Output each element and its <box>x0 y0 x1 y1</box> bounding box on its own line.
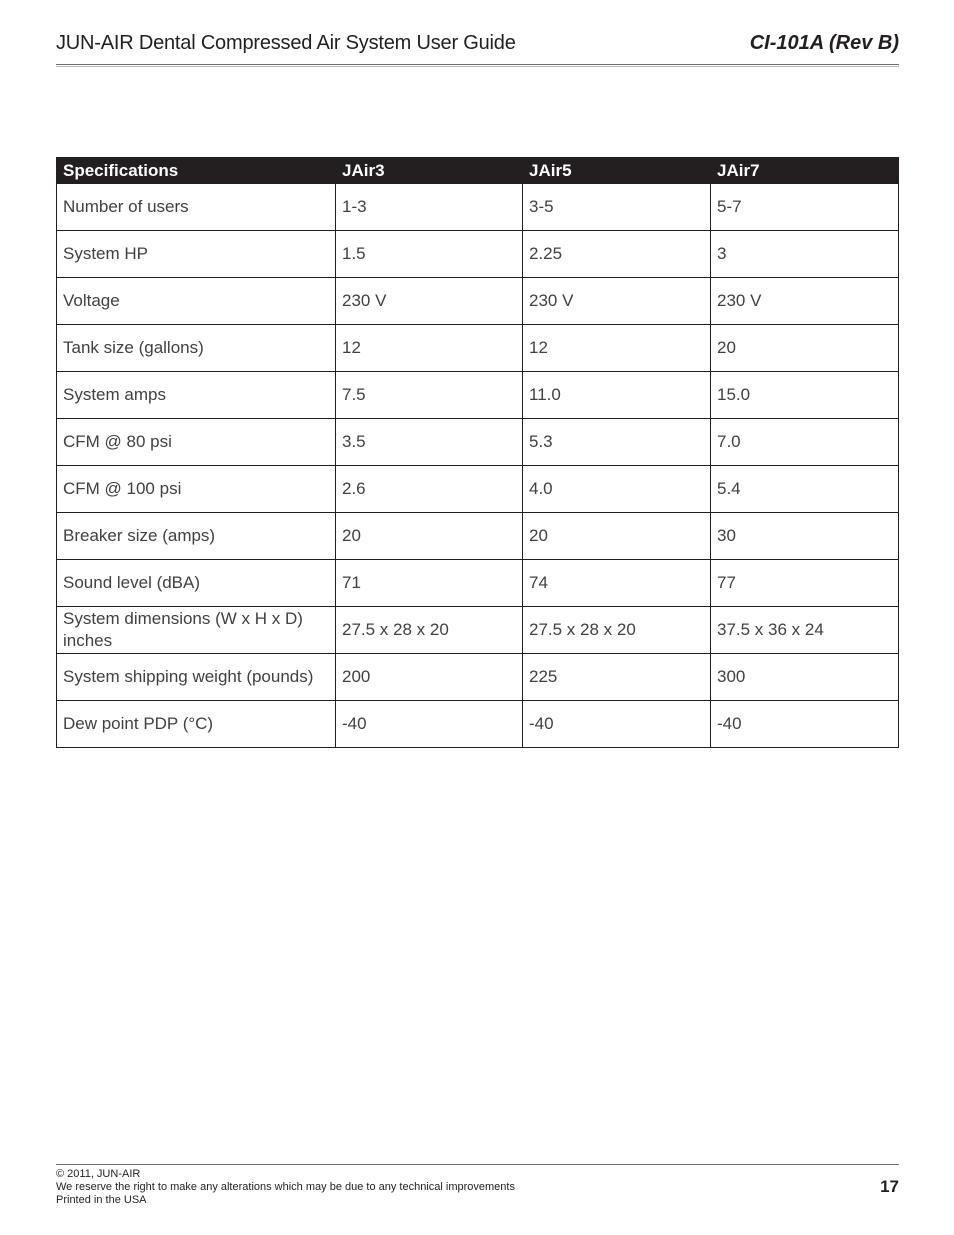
jair5-value: 2.25 <box>523 231 711 278</box>
jair3-value: 71 <box>336 560 523 607</box>
jair3-value: 230 V <box>336 278 523 325</box>
spec-label: CFM @ 100 psi <box>57 466 336 513</box>
table-row <box>57 654 899 701</box>
table-row <box>57 184 899 231</box>
spec-label: System HP <box>57 231 336 278</box>
jair7-value: 7.0 <box>711 419 899 466</box>
table-row <box>57 372 899 419</box>
document-title: JUN-AIR Dental Compressed Air System User Guide <box>56 32 516 54</box>
jair5-value: 11.0 <box>523 372 711 419</box>
jair3-value: 3.5 <box>336 419 523 466</box>
page-footer <box>56 1168 515 1207</box>
footer-divider <box>56 1164 899 1165</box>
jair3-value: 1.5 <box>336 231 523 278</box>
spec-label: Sound level (dBA) <box>57 560 336 607</box>
jair5-value: 5.3 <box>523 419 711 466</box>
jair3-value: 20 <box>336 513 523 560</box>
column-header-jair3: JAir3 <box>336 158 523 184</box>
spec-label: Voltage <box>57 278 336 325</box>
jair7-value: 15.0 <box>711 372 899 419</box>
jair7-value: 30 <box>711 513 899 560</box>
jair3-value: 1-3 <box>336 184 523 231</box>
table-row <box>57 325 899 372</box>
jair5-value: 4.0 <box>523 466 711 513</box>
jair3-value: 2.6 <box>336 466 523 513</box>
page-header <box>56 32 899 62</box>
table-row <box>57 513 899 560</box>
jair3-value: 200 <box>336 654 523 701</box>
spec-label: System shipping weight (pounds) <box>57 654 336 701</box>
table-row <box>57 607 899 654</box>
jair7-value: 77 <box>711 560 899 607</box>
jair5-value: 27.5 x 28 x 20 <box>523 607 711 654</box>
jair5-value: 225 <box>523 654 711 701</box>
column-header-jair7: JAir7 <box>711 158 899 184</box>
jair3-value: -40 <box>336 701 523 748</box>
disclaimer-notice: We reserve the right to make any alterations which may be due to any technical improvements <box>56 1181 515 1193</box>
spec-label: Tank size (gallons) <box>57 325 336 372</box>
specifications-table <box>56 157 899 748</box>
jair5-value: 74 <box>523 560 711 607</box>
jair3-value: 27.5 x 28 x 20 <box>336 607 523 654</box>
table-row <box>57 466 899 513</box>
jair5-value: 12 <box>523 325 711 372</box>
spec-label: Dew point PDP (°C) <box>57 701 336 748</box>
page-number: 17 <box>880 1177 899 1196</box>
jair3-value: 12 <box>336 325 523 372</box>
jair5-value: 20 <box>523 513 711 560</box>
jair7-value: 37.5 x 36 x 24 <box>711 607 899 654</box>
jair7-value: 5.4 <box>711 466 899 513</box>
jair3-value: 7.5 <box>336 372 523 419</box>
document-code: CI-101A (Rev B) <box>749 32 899 54</box>
printed-notice: Printed in the USA <box>56 1194 147 1206</box>
table-row <box>57 231 899 278</box>
table-header-row <box>57 158 899 184</box>
spec-label: System amps <box>57 372 336 419</box>
copyright-notice: © 2011, JUN-AIR <box>56 1168 141 1180</box>
table-row <box>57 560 899 607</box>
spec-label: Breaker size (amps) <box>57 513 336 560</box>
jair5-value: -40 <box>523 701 711 748</box>
table-row <box>57 278 899 325</box>
table-row <box>57 701 899 748</box>
table-row <box>57 419 899 466</box>
column-header-specifications: Specifications <box>57 158 336 184</box>
jair5-value: 3-5 <box>523 184 711 231</box>
jair7-value: -40 <box>711 701 899 748</box>
column-header-jair5: JAir5 <box>523 158 711 184</box>
header-divider <box>56 64 899 67</box>
spec-label: CFM @ 80 psi <box>57 419 336 466</box>
jair7-value: 300 <box>711 654 899 701</box>
jair7-value: 3 <box>711 231 899 278</box>
jair5-value: 230 V <box>523 278 711 325</box>
jair7-value: 20 <box>711 325 899 372</box>
jair7-value: 5-7 <box>711 184 899 231</box>
jair7-value: 230 V <box>711 278 899 325</box>
spec-label: Number of users <box>57 184 336 231</box>
spec-label: System dimensions (W x H x D) inches <box>57 607 336 654</box>
